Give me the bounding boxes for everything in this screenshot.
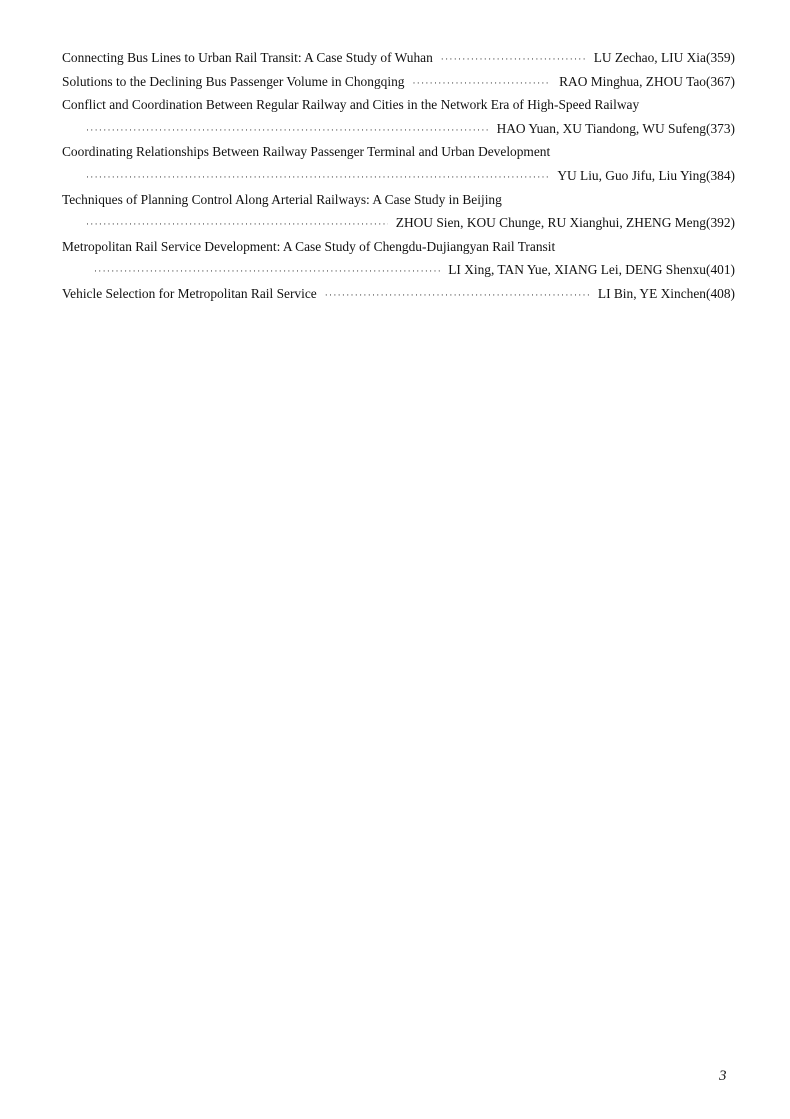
dot-leader xyxy=(325,284,590,308)
toc-entry-title-line xyxy=(62,93,735,117)
dot-leader xyxy=(412,72,551,96)
entry-author-names: LU Zechao, LIU Xia xyxy=(593,50,706,65)
entry-title: Coordinating Relationships Between Railway Passenger Terminal and Urban Development xyxy=(62,144,551,160)
entry-page: (392) xyxy=(705,215,735,231)
dot-leader xyxy=(86,119,489,143)
dot-leader xyxy=(94,260,440,284)
toc-entry xyxy=(62,282,735,306)
entry-authors xyxy=(598,282,735,306)
entry-author-names: RAO Minghua, ZHOU Tao xyxy=(559,73,706,89)
entry-authors xyxy=(594,46,735,70)
toc-entry-author-line xyxy=(62,211,735,235)
entry-page: (373) xyxy=(705,120,735,136)
entry-authors xyxy=(559,70,735,94)
entry-page: (367) xyxy=(705,73,735,89)
entry-authors xyxy=(396,211,735,235)
toc-entry-title-line xyxy=(62,188,735,212)
table-of-contents xyxy=(62,46,735,306)
toc-entry-title-line xyxy=(62,140,735,164)
entry-author-names: LI Bin, YE Xinchen xyxy=(597,285,706,301)
dot-leader xyxy=(441,48,586,72)
entry-author-names: LI Xing, TAN Yue, XIANG Lei, DENG Shenxu xyxy=(448,262,706,278)
entry-page: (359) xyxy=(705,50,735,65)
entry-author-names: ZHOU Sien, KOU Chunge, RU Xianghui, ZHENG Meng xyxy=(395,215,706,231)
entry-title: Solutions to the Declining Bus Passenger Volume in Chongqing xyxy=(62,73,405,89)
toc-entry-author-line xyxy=(62,258,735,282)
toc-entry-title-line xyxy=(62,235,735,259)
entry-page: (408) xyxy=(705,285,735,301)
entry-author-names: HAO Yuan, XU Tiandong, WU Sufeng xyxy=(496,120,706,136)
entry-page: (384) xyxy=(705,167,735,183)
toc-entry xyxy=(62,46,735,70)
toc-entry-author-line xyxy=(62,164,735,188)
dot-leader xyxy=(86,213,388,237)
entry-page: (401) xyxy=(705,262,735,278)
dot-leader xyxy=(86,166,549,190)
entry-authors xyxy=(557,164,735,188)
entry-author-names: YU Liu, Guo Jifu, Liu Ying xyxy=(557,167,706,183)
page-number: 3 xyxy=(719,1068,727,1084)
toc-entry-author-line xyxy=(62,117,735,141)
entry-title: Vehicle Selection for Metropolitan Rail Service xyxy=(62,285,317,301)
entry-authors xyxy=(497,117,735,141)
entry-title: Metropolitan Rail Service Development: A Case Study of Chengdu-Dujiangyan Rail Transit xyxy=(62,238,556,254)
entry-title: Connecting Bus Lines to Urban Rail Transit: A Case Study of Wuhan xyxy=(62,50,433,65)
entry-authors xyxy=(448,258,735,282)
entry-title: Conflict and Coordination Between Regular Railway and Cities in the Network Era of High-Speed Railway xyxy=(62,97,640,113)
toc-entry xyxy=(62,70,735,94)
entry-title: Techniques of Planning Control Along Arterial Railways: A Case Study in Beijing xyxy=(62,191,502,207)
